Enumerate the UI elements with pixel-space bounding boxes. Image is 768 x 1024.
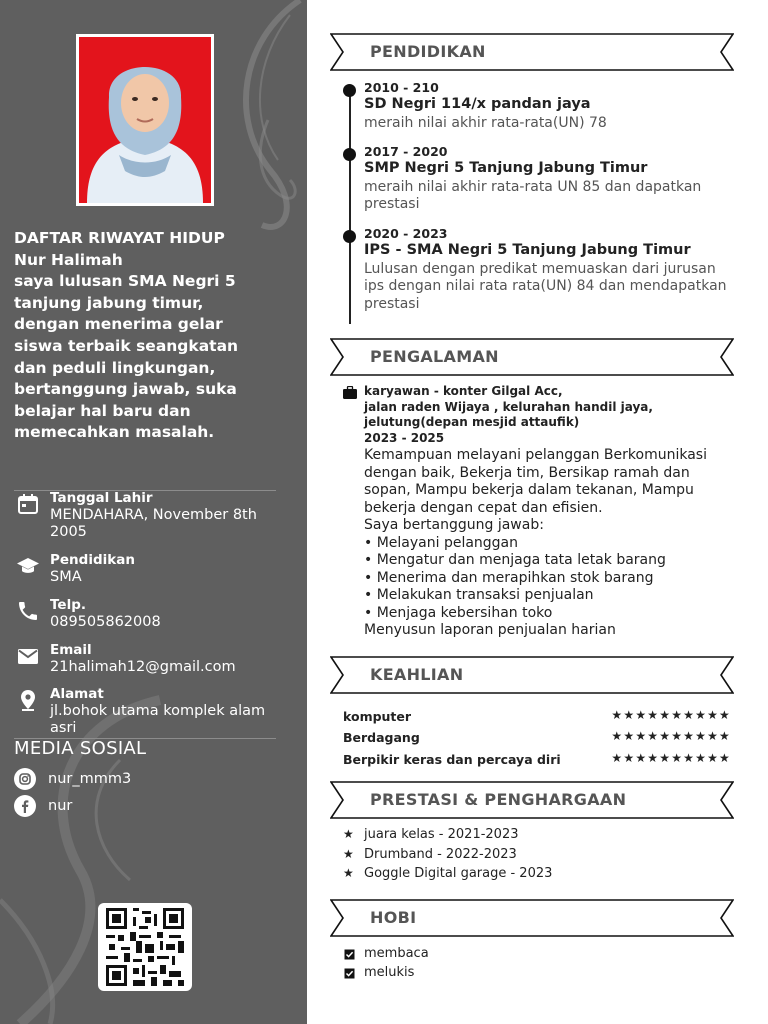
experience-header-line: jelutung(depan mesjid attaufik) [364,415,580,430]
intro-line: Nur Halimah [14,250,123,269]
timeline-dot [343,148,356,161]
section-banner-education [330,33,734,71]
experience-line: bekerja dengan cepat dan efisien. [364,499,603,516]
section-banner-hobbies [330,899,734,937]
section-title: PRESTASI & PENGHARGAAN [370,790,627,809]
skill-name: Berpikir keras dan percaya diri [343,752,561,767]
education-item [343,144,733,216]
star-icon: ★ [343,827,354,841]
intro-line: bertanggung jawab, suka [14,380,237,399]
timeline-dot [343,84,356,97]
section-title: PENDIDIKAN [370,42,486,61]
section-banner-achievements [330,781,734,819]
education-desc: meraih nilai akhir rata-rata(UN) 78 [364,115,607,131]
intro-line: DAFTAR RIWAYAT HIDUP [14,229,225,247]
experience-header-line: 2023 - 2025 [364,430,445,445]
skill-rating-stars: ★★★★★★★★★★ [611,751,731,765]
experience-header-line: karyawan - konter Gilgal Acc, [364,384,563,398]
skill-row [343,709,733,727]
education-desc: Lulusan dengan predikat memuaskan dari jurusan ips dengan nilai rata rata(UN) 84 dan mendapatkan prestasi [364,261,727,312]
intro-line: belajar hal baru dan [14,401,191,420]
timeline-dot [343,230,356,243]
experience-line: Menyusun laporan penjualan harian [364,622,616,638]
hobby-text: membaca [364,946,429,961]
achievement-text: juara kelas - 2021-2023 [364,827,519,842]
education-years: 2017 - 2020 [364,144,448,159]
achievement-text: Drumband - 2022-2023 [364,847,517,862]
skill-name: komputer [343,709,412,724]
mail-icon [16,644,40,668]
experience-line: Saya bertanggung jawab: [364,517,544,533]
info-value: MENDAHARA, November 8th 2005 [50,507,257,540]
education-school: SD Negri 114/x pandan jaya [364,96,591,112]
skill-rating-stars: ★★★★★★★★★★ [611,729,731,743]
qr-code-pattern [106,908,184,986]
intro-line: tanjung jabung timur, [14,293,204,312]
intro-line: dan peduli lingkungan, [14,358,216,377]
experience-line: • Menerima dan merapihkan stok barang [364,569,654,586]
skill-row [343,752,733,770]
info-label: Telp. [50,597,86,613]
info-value: jl.bohok utama komplek alam asri [50,703,266,736]
intro-line: dengan menerima gelar [14,315,223,334]
phone-icon [16,599,40,623]
graduation-cap-icon [16,554,40,578]
experience-header-line: jalan raden Wijaya , kelurahan handil jaya, [364,399,653,414]
experience-line: • Melakukan transaksi penjualan [364,587,594,603]
profile-photo [76,34,214,206]
hobby-text: melukis [364,965,415,980]
education-school: SMP Negri 5 Tanjung Jabung Timur [364,160,648,176]
info-value: SMA [50,569,82,585]
achievement-item [343,827,733,845]
education-item [343,226,733,316]
media-title: MEDIA SOSIAL [14,738,147,759]
sidebar [0,0,307,1024]
section-title: HOBI [370,908,417,927]
section-title: KEAHLIAN [370,665,464,684]
experience-line: • Melayani pelanggan [364,534,519,551]
hobby-item [343,965,733,983]
facebook-handle: nur [48,798,73,814]
calendar-icon [16,492,40,516]
achievement-text: Goggle Digital garage - 2023 [364,866,553,881]
experience-header [364,384,724,446]
experience-body [364,447,734,640]
location-pin-icon [16,688,40,712]
intro-text [14,228,296,444]
section-title: PENGALAMAN [370,347,499,366]
achievement-item [343,847,733,865]
facebook-icon [14,795,36,817]
instagram-icon [14,768,36,790]
checkbox-icon [344,949,355,960]
star-icon: ★ [343,866,354,880]
checkbox-icon [344,968,355,979]
info-value: 21halimah12@gmail.com [50,659,236,675]
intro-line: saya lulusan SMA Negri 5 [14,272,236,291]
qr-code[interactable] [98,903,192,991]
skill-name: Berdagang [343,730,420,745]
info-label: Tanggal Lahir [50,490,153,506]
education-item [343,80,733,140]
achievement-item [343,866,733,884]
section-banner-skills [330,656,734,694]
skill-rating-stars: ★★★★★★★★★★ [611,708,731,722]
experience-line: dengan baik, Bekerja tim, Bersikap ramah dan [364,464,690,481]
info-label: Pendidikan [50,552,135,568]
briefcase-icon [343,386,357,399]
section-banner-experience [330,338,734,376]
star-icon: ★ [343,847,354,861]
education-desc: meraih nilai akhir rata-rata UN 85 dan dapatkan prestasi [364,179,702,213]
education-school: IPS - SMA Negri 5 Tanjung Jabung Timur [364,242,691,258]
person-portrait [79,37,211,203]
experience-line: sopan, Mampu bekerja dalam tekanan, Mampu [364,482,694,498]
skill-row [343,730,733,748]
experience-line: Kemampuan melayani pelanggan Berkomunikasi [364,447,707,463]
info-label: Email [50,642,92,658]
instagram-handle: nur_mmm3 [48,771,132,787]
intro-line: siswa terbaik seangkatan [14,336,239,355]
experience-line: • Mengatur dan menjaga tata letak barang [364,552,666,568]
info-value: 089505862008 [50,614,161,630]
education-years: 2010 - 210 [364,80,439,95]
education-years: 2020 - 2023 [364,226,448,241]
info-label: Alamat [50,686,104,702]
hobby-item [343,946,733,964]
intro-line: memecahkan masalah. [14,423,215,442]
experience-line: • Menjaga kebersihan toko [364,604,553,621]
